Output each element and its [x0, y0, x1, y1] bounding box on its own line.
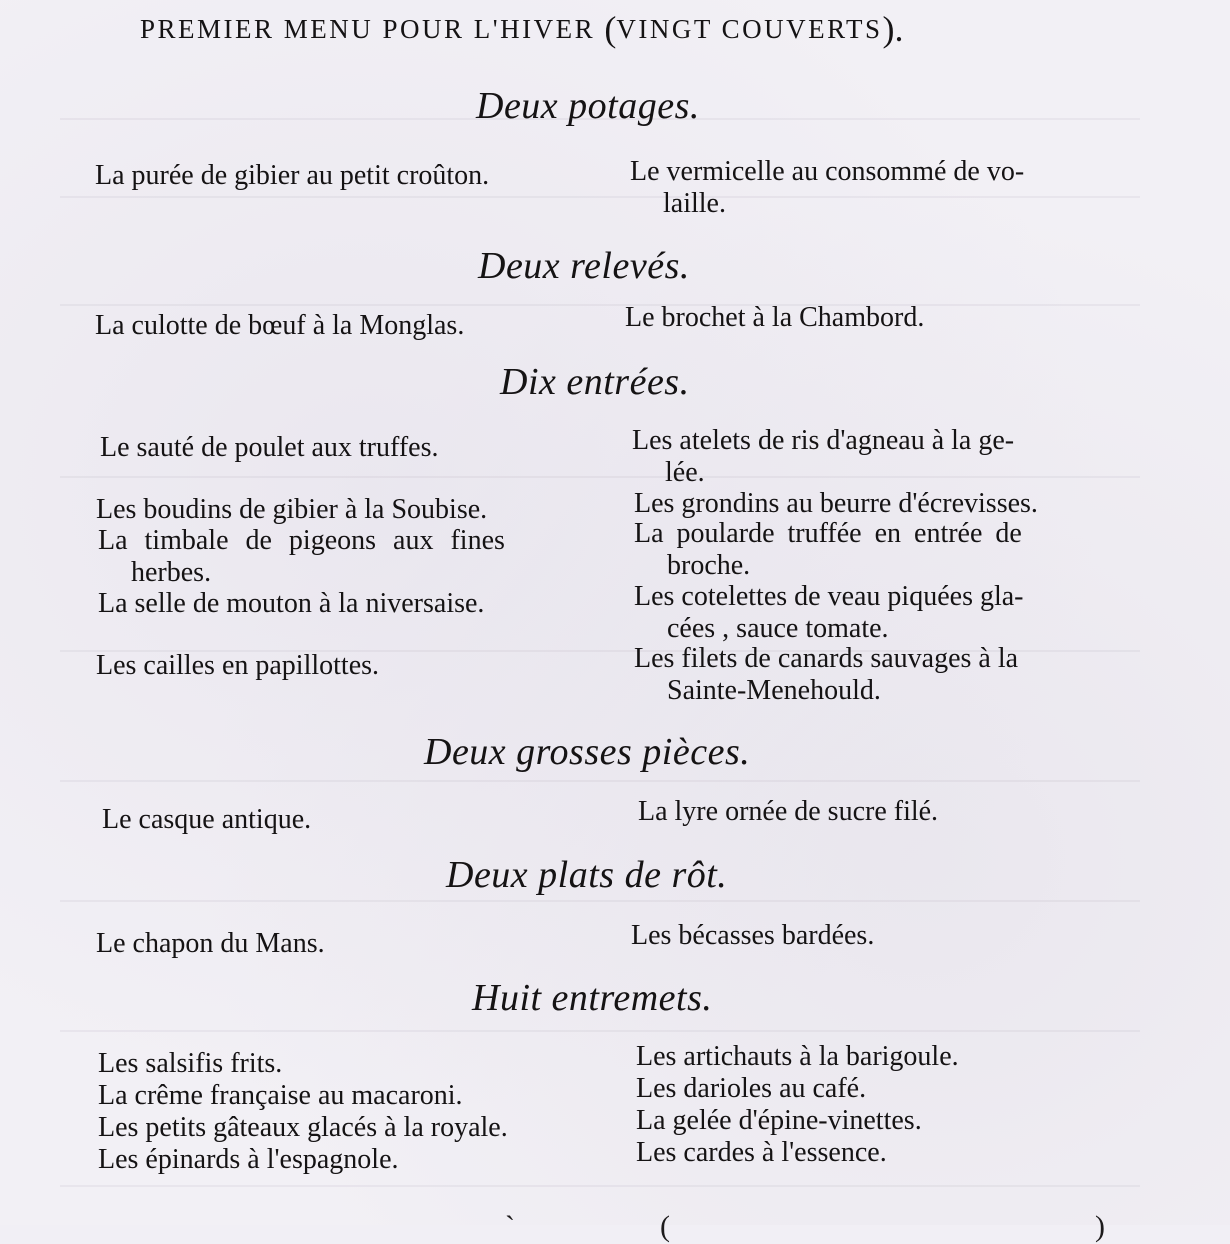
bleed-line — [60, 780, 1140, 782]
header-title-inner: VINGT COUVERTS — [616, 14, 883, 44]
next-heading-cutoff — [0, 1208, 1230, 1243]
menu-header — [140, 8, 1080, 50]
dish-line-continued: cées , sauce tomate. — [667, 613, 889, 644]
dish-item — [100, 432, 438, 464]
dish-item — [98, 1144, 399, 1176]
dish-item — [636, 1073, 866, 1105]
dish-item — [95, 160, 489, 192]
dish-item — [102, 804, 311, 836]
dish-item — [636, 1105, 922, 1137]
section-title-grosses-pieces: Deux grosses pièces. — [424, 731, 751, 773]
dish-item — [98, 1080, 463, 1112]
dish-line: La culotte de bœuf à la Monglas. — [95, 310, 465, 341]
dish-item — [638, 796, 938, 828]
dish-item — [634, 518, 1022, 582]
dish-line: Les bécasses bardées. — [631, 920, 875, 951]
dish-item — [95, 310, 464, 342]
dish-line: La lyre ornée de sucre filé. — [638, 796, 939, 827]
dish-line: Les atelets de ris d'agneau à la ge- — [632, 425, 1015, 456]
dish-item — [636, 1137, 887, 1169]
dish-line: Le casque antique. — [102, 804, 312, 835]
dish-line: Les grondins au beurre d'écrevisses. — [634, 488, 1038, 519]
dish-line: La crême française au macaroni. — [98, 1080, 463, 1111]
dish-line: Le sauté de poulet aux truffes. — [100, 432, 439, 463]
dish-item — [96, 650, 379, 682]
dish-item — [630, 156, 1024, 220]
bleed-line — [60, 900, 1140, 902]
header-title: PREMIER MENU POUR L'HIVER — [140, 14, 596, 44]
dish-line: La gelée d'épine-vinettes. — [636, 1105, 922, 1136]
dish-line: Le chapon du Mans. — [96, 928, 325, 959]
section-title-entremets: Huit entremets. — [472, 977, 713, 1019]
dish-line: Les petits gâteaux glacés à la royale. — [98, 1112, 508, 1143]
dish-line-continued: Sainte-Menehould. — [667, 675, 881, 706]
dish-item — [98, 1112, 508, 1144]
section-title-entrees: Dix entrées. — [500, 361, 690, 403]
dish-item — [631, 920, 874, 952]
dish-line: Les cailles en papillottes. — [96, 650, 380, 681]
dish-line: Les darioles au café. — [636, 1073, 867, 1104]
dish-item — [625, 302, 924, 334]
dish-line: Le vermicelle au consommé de vo- — [630, 156, 1025, 187]
dish-item — [96, 928, 325, 960]
dish-item — [98, 525, 505, 589]
dish-line: Les salsifis frits. — [98, 1048, 283, 1079]
cutoff-glyph: ) — [1095, 1210, 1105, 1243]
cutoff-glyph: ` — [505, 1210, 515, 1243]
section-title-releves: Deux relevés. — [478, 245, 690, 287]
dish-item — [636, 1041, 959, 1073]
dish-item — [98, 588, 484, 620]
dish-line: La purée de gibier au petit croûton. — [95, 160, 490, 191]
dish-line-continued: laille. — [663, 188, 726, 219]
dish-line: Les épinards à l'espagnole. — [98, 1144, 399, 1175]
header-paren-open: ( — [604, 9, 617, 49]
dish-item — [96, 494, 487, 526]
bleed-line — [60, 1185, 1140, 1187]
dish-item — [634, 643, 1018, 707]
header-paren-close: ). — [882, 9, 904, 49]
dish-line-continued: herbes. — [131, 557, 212, 588]
dish-item — [634, 581, 1024, 645]
dish-line: La selle de mouton à la niversaise. — [98, 588, 485, 619]
dish-line-continued: broche. — [667, 550, 751, 581]
bleed-line — [60, 304, 1140, 306]
section-title-plats-de-rot: Deux plats de rôt. — [446, 854, 728, 896]
dish-line: Les cardes à l'essence. — [636, 1137, 887, 1168]
dish-line: Les cotelettes de veau piquées gla- — [634, 581, 1024, 612]
dish-line: Les artichauts à la barigoule. — [636, 1041, 959, 1072]
dish-line: La timbale de pigeons aux fines — [98, 525, 505, 556]
dish-line: Les filets de canards sauvages à la — [634, 643, 1019, 674]
section-title-potages: Deux potages. — [476, 85, 700, 127]
dish-item — [632, 425, 1014, 489]
dish-item — [98, 1048, 282, 1080]
cutoff-glyph: ( — [660, 1210, 670, 1243]
dish-item — [634, 488, 1038, 520]
dish-line: Le brochet à la Chambord. — [625, 302, 925, 333]
dish-line: La poularde truffée en entrée de — [634, 518, 1022, 549]
dish-line-continued: lée. — [665, 457, 705, 488]
dish-line: Les boudins de gibier à la Soubise. — [96, 494, 488, 525]
bleed-line — [60, 1030, 1140, 1032]
